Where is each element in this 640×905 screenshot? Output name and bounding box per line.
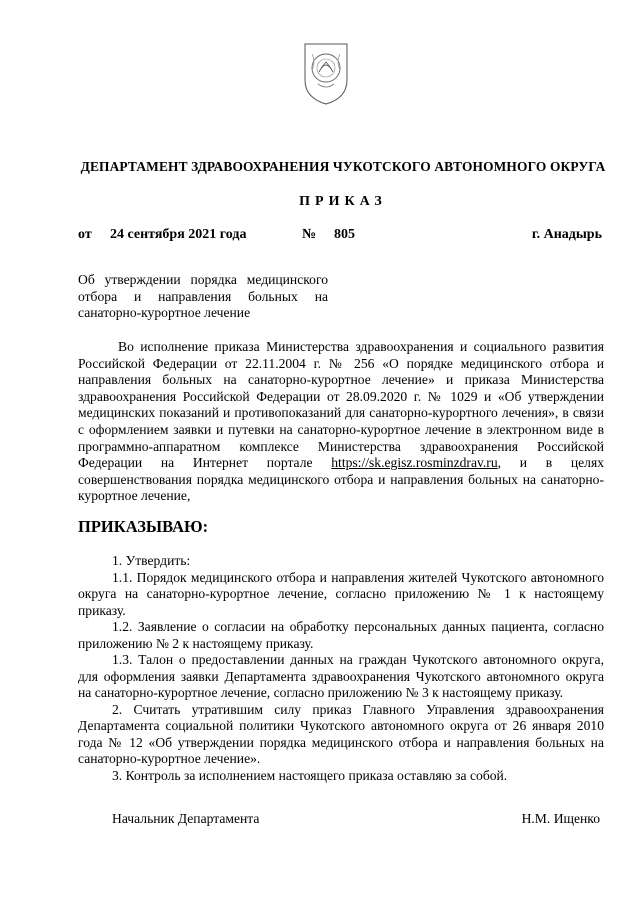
signatory-role: Начальник Департамента xyxy=(112,811,260,826)
preamble-text-end: , и в целях совершенствования порядка медицинского отбора и направления больных на санаторно-курортное лечение, xyxy=(78,455,604,504)
order-item: 3. Контроль за исполнением настоящего приказа оставляю за собой. xyxy=(112,767,508,783)
portal-link[interactable]: https://sk.egisz.rosminzdrav.ru xyxy=(331,455,498,471)
order-date: 24 сентября 2021 года xyxy=(110,227,247,242)
date-prefix: от xyxy=(78,227,92,242)
order-city: г. Анадырь xyxy=(531,227,602,242)
coat-of-arms-emblem xyxy=(300,40,352,106)
preamble-text-start: Во исполнение приказа Министерства здравоохранения и социального развития Российской Федерации от 22.11.2004 г. № 256 «О порядке медицинского отбора и направления больных на санаторно-курортное лечение» и приказа Министерства здравоохранения Российской Федерации от 28.09.2020 г. № 1029 и «Об утверждении медицинских показаний и противопоказаний для санаторно-курортного лечения», в связи с оформлением заявки и путевки на санаторно-курортное лечение в электронном виде в программно-аппаратном комплексе Министерства здравоохранения Российской Федерации на Интернет портале xyxy=(78,339,604,471)
number-sign: № xyxy=(302,227,317,242)
order-item: 1.2. Заявление о согласии на обработку персональных данных пациента, согласно приложению № 2 к настоящему приказу. xyxy=(78,619,604,651)
order-number: 805 xyxy=(334,227,355,242)
order-item: 1.1. Порядок медицинского отбора и направления жителей Чукотского автономного округа на санаторно-курортное лечение, согласно приложению № 1 к настоящему приказу. xyxy=(78,569,604,618)
order-item: 2. Считать утратившим силу приказ Главного Управления здравоохранения Департамента социальной политики Чукотского автономного округа от 26 января 2010 года № 12 «Об утверждении порядка медицинского отбора и направления больных на санаторно-курортное лечение». xyxy=(78,701,604,766)
preamble-paragraph xyxy=(78,339,604,505)
order-item: 1.3. Талон о предоставлении данных на граждан Чукотского автономного округа, для оформления заявки Департамента здравоохранения Чукотского автономного округа на санаторно-курортное лечение, согласно приложению № 3 к настоящему приказу. xyxy=(78,652,604,700)
order-item: 1. Утвердить: xyxy=(112,553,191,568)
order-items xyxy=(78,553,604,784)
signatory-name: Н.М. Ищенко xyxy=(521,811,600,826)
order-subject: Об утверждении порядка медицинского отбора и направления больных на санаторно-курортное лечение xyxy=(78,272,328,320)
decree-heading: ПРИКАЗЫВАЮ: xyxy=(78,517,209,536)
document-type: ПРИКАЗ xyxy=(299,194,387,209)
department-name: ДЕПАРТАМЕНТ ЗДРАВООХРАНЕНИЯ ЧУКОТСКОГО АВТОНОМНОГО ОКРУГА xyxy=(80,159,606,174)
